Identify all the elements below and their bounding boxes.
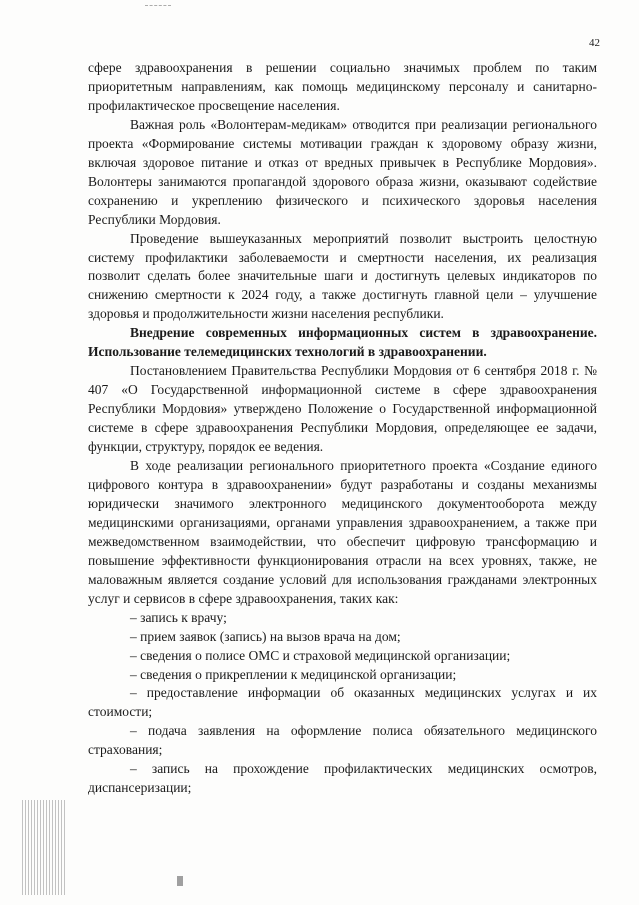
- scan-artifact-edge: [22, 800, 66, 895]
- list-item: – подача заявления на оформление полиса обязательного медицинского страхования;: [88, 723, 597, 758]
- document-body: [88, 59, 597, 798]
- scan-artifact-dot: [177, 876, 183, 886]
- list-item: – сведения о полисе ОМС и страховой медицинской организации;: [130, 647, 511, 663]
- list-item: – запись на прохождение профилактических медицинских осмотров, диспансеризации;: [88, 761, 597, 796]
- list-item: – предоставление информации об оказанных медицинских услугах и их стоимости;: [88, 685, 597, 720]
- paragraph-measures: Проведение вышеуказанных мероприятий позволит выстроить целостную систему профилактики заболеваемости и смертности населения, их реализация позволит сделать более значительные шаги и достигнуть целевых индикаторов по снижению смертности к 2024 году, а также достигнуть главной цели – улучшение здоровья и продолжительности жизни населения республики.: [88, 230, 597, 322]
- paragraph-volunteers: Важная роль «Волонтерам-медикам» отводится при реализации регионального проекта «Формирование системы мотивации граждан к здоровому образу жизни, включая здоровое питание и отказ от вредных привычек в Республике Мордовия». Волонтеры занимаются пропагандой здорового образа жизни, оказывают содействие сохранению и укреплению физического и психического здоровья населения Республики Мордовия.: [88, 116, 597, 227]
- page-number: 42: [589, 37, 600, 49]
- paragraph-resolution: Постановлением Правительства Республики Мордовия от 6 сентября 2018 г. № 407 «О Государственной информационной системе в сфере здравоохранения Республики Мордовия» утверждено Положение о Государственной информационной системе в сфере здравоохранения Республики Мордовия, определяющее ее задачи, функции, структуру, порядок ее ведения.: [88, 363, 597, 455]
- paragraph-1: сфере здравоохранения в решении социально значимых проблем по таким приоритетным направлениям, как помощь медицинскому персоналу и санитарно-профилактическое просвещение населения.: [88, 60, 597, 113]
- list-item: – запись к врачу;: [130, 609, 227, 625]
- section-heading: Внедрение современных информационных систем в здравоохранение. Использование телемедицинских технологий в здравоохранении.: [88, 325, 597, 360]
- paragraph-digital-contour: В ходе реализации регионального приоритетного проекта «Создание единого цифрового контура в здравоохранении» будут разработаны и созданы механизмы юридически значимого электронного медицинского документооборота между медицинскими организациями, органами управления здравоохранением, а также при межведомственном взаимодействии, что обеспечит цифровую трансформацию и повышение эффективности функционирования отрасли на всех уровнях, также, не маловажным является создание условий для использования гражданами электронных услуг и сервисов в сфере здравоохранения, таких как:: [88, 458, 597, 606]
- list-item: – прием заявок (запись) на вызов врача на дом;: [130, 628, 401, 644]
- scan-artifact-top: [145, 0, 171, 6]
- list-item: – сведения о прикреплении к медицинской организации;: [130, 666, 457, 682]
